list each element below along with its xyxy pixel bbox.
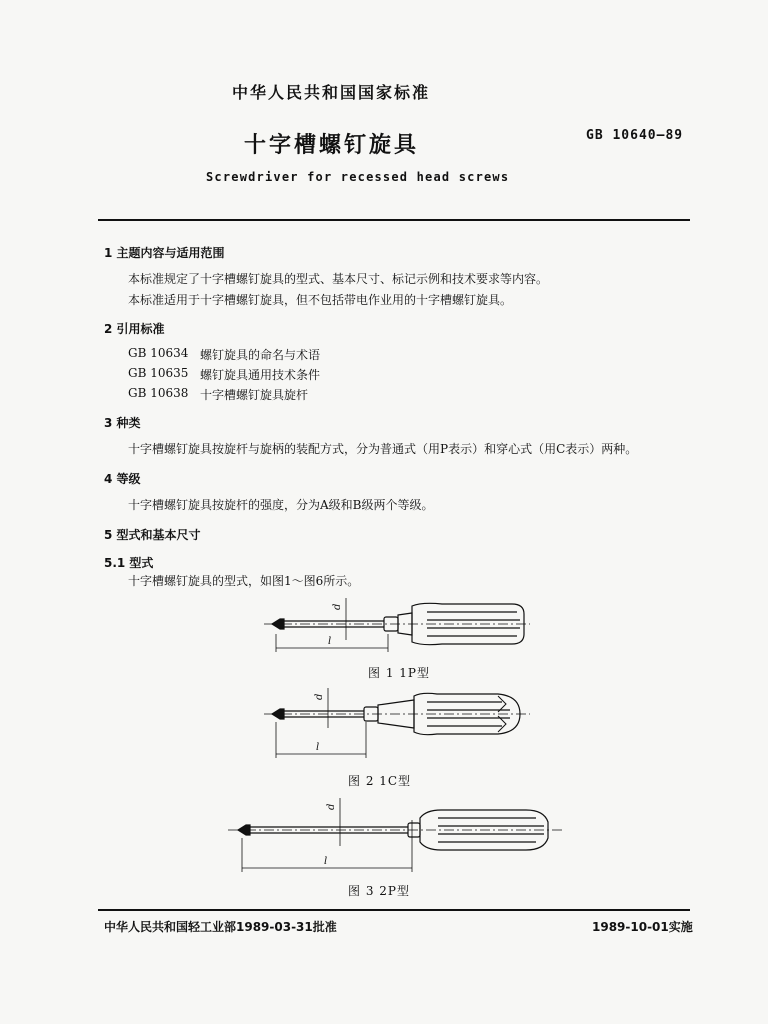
standard-number: GB 10640—89 [586,128,684,143]
section-3-text: 十字槽螺钉旋具按旋杆与旋柄的装配方式，分为普通式（用P表示）和穿心式（用C表示）两种。 [128,442,638,456]
figure-3-dim-d: d [326,803,337,810]
footer-divider [98,909,690,911]
figure-3-dim-l: l [324,856,328,867]
figure-1-dim-d: d [332,603,343,610]
footer-implementation-date: 1989-10-01实施 [592,920,693,934]
section-2-heading: 2 引用标准 [104,322,165,336]
header-divider [98,219,690,221]
reference-title-1: 螺钉旋具的命名与术语 [200,348,321,362]
figure-1-dim-l: l [328,636,332,647]
figure-2-caption: 图 2 1C型 [348,774,412,788]
section-4-text: 十字槽螺钉旋具按旋杆的强度，分为A级和B级两个等级。 [128,498,434,512]
figure-3-caption: 图 3 2P型 [348,884,410,898]
reference-title-2: 螺钉旋具通用技术条件 [200,368,321,382]
reference-code-2: GB 10635 [128,366,189,380]
standard-type-heading: 中华人民共和国国家标准 [232,83,431,102]
figure-1-caption: 图 1 1P型 [368,666,430,680]
section-1-line-2: 本标准适用于十字槽螺钉旋具，但不包括带电作业用的十字槽螺钉旋具。 [128,293,513,307]
section-5-1-text: 十字槽螺钉旋具的型式，如图1～图6所示。 [128,574,360,588]
reference-code-3: GB 10638 [128,386,189,400]
document-title-en: Screwdriver for recessed head screws [206,170,510,184]
section-1-heading: 1 主题内容与适用范围 [104,246,225,260]
figure-2-dim-d: d [314,693,325,700]
figure-1-drawing [262,590,532,660]
section-4-heading: 4 等级 [104,472,141,486]
footer-approval: 中华人民共和国轻工业部1989-03-31批准 [104,920,337,934]
figure-2-drawing [262,682,532,762]
section-5-1-heading: 5.1 型式 [104,556,154,570]
section-3-heading: 3 种类 [104,416,141,430]
document-title-cn: 十字槽螺钉旋具 [244,133,420,158]
section-1-line-1: 本标准规定了十字槽螺钉旋具的型式、基本尺寸、标记示例和技术要求等内容。 [128,272,549,286]
figure-3-drawing [226,792,566,874]
section-5-heading: 5 型式和基本尺寸 [104,528,201,542]
reference-code-1: GB 10634 [128,346,189,360]
reference-title-3: 十字槽螺钉旋具旋杆 [200,388,309,402]
figure-2-dim-l: l [316,742,320,753]
